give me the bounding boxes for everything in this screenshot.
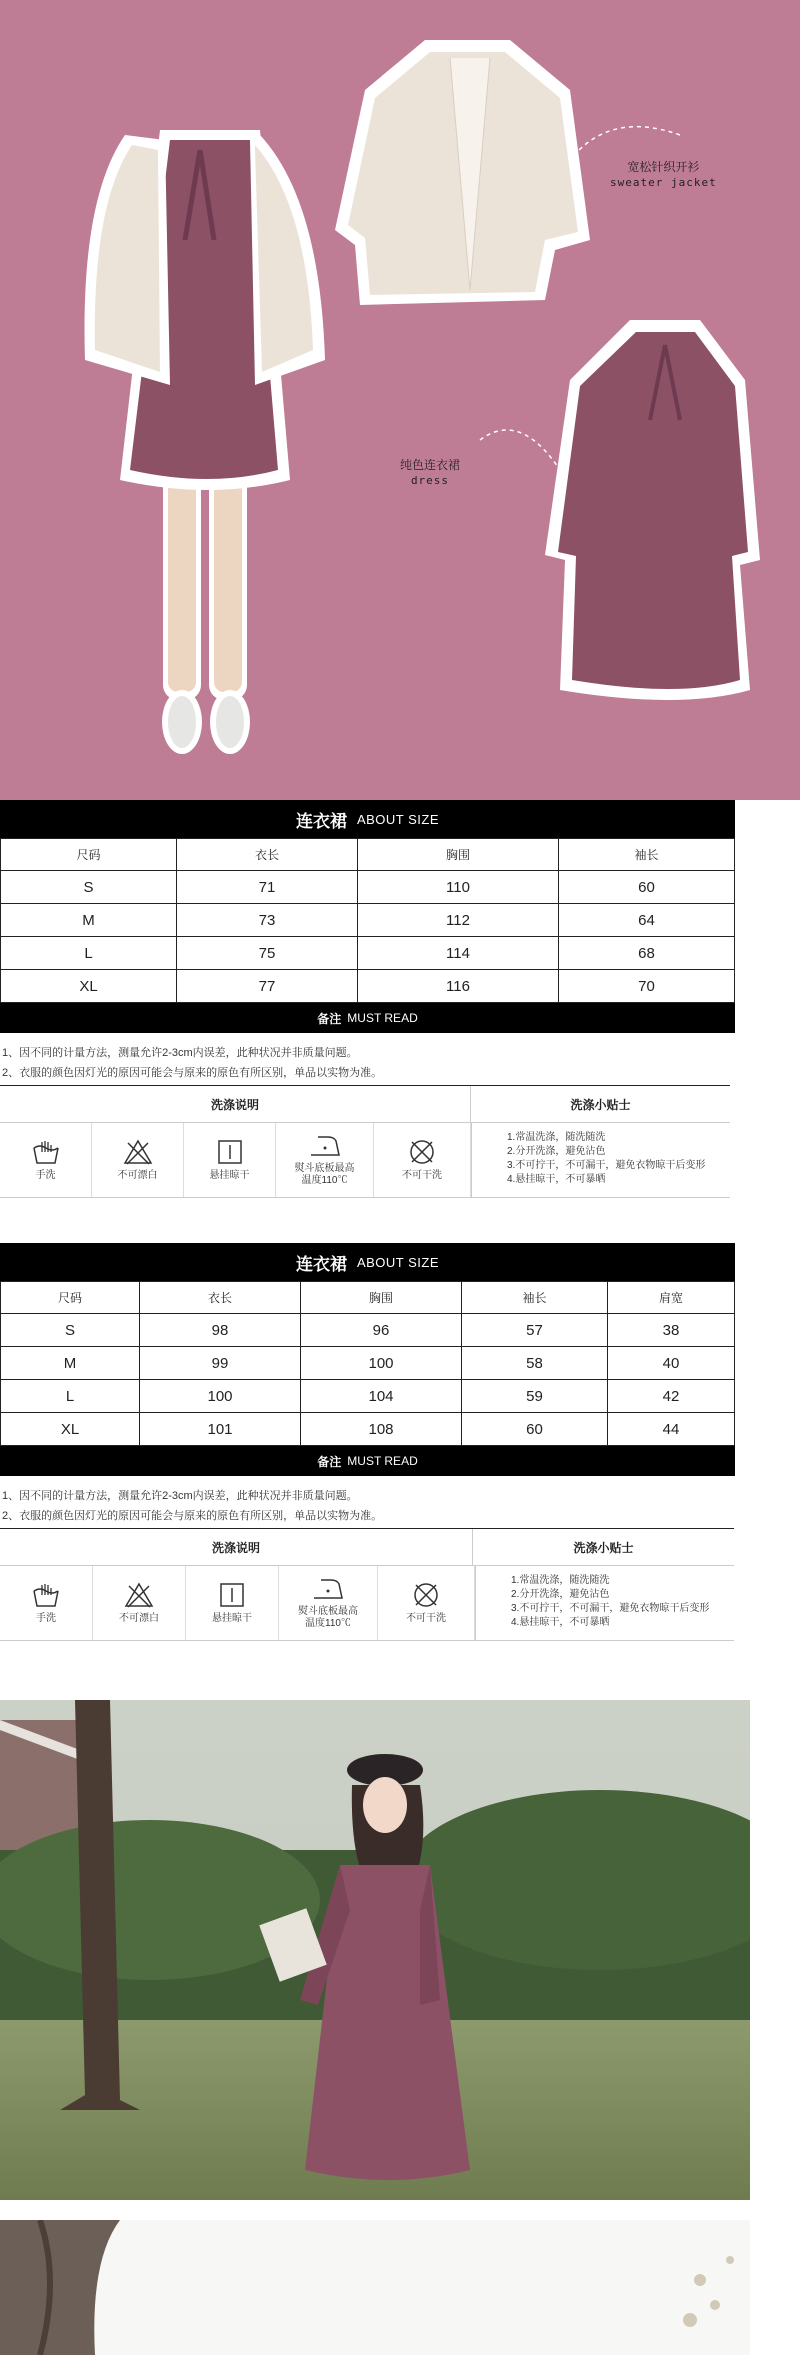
care-tips [471, 1123, 730, 1197]
hang-dry-item [184, 1123, 276, 1197]
product-hero-banner [0, 0, 800, 800]
dashed-arrow-icon [480, 430, 560, 470]
size-table [0, 838, 735, 1003]
table-cell: S [1, 1314, 140, 1347]
column-header: 肩宽 [608, 1282, 735, 1314]
care-label: 不可漂白 [119, 1613, 159, 1624]
note-line: 1、因不同的计量方法，测量允许2-3cm内误差，此种状况并非质量问题。 [2, 1047, 358, 1059]
care-instructions-2 [0, 1528, 734, 1641]
table-cell: XL [1, 1413, 140, 1446]
hero-illustration [0, 0, 800, 800]
table-cell: 96 [301, 1314, 462, 1347]
care-tips [475, 1566, 734, 1640]
table-cell: 71 [177, 871, 358, 904]
model-photo [0, 1700, 750, 2200]
size-table-section-1 [0, 800, 735, 1083]
iron-icon [308, 1133, 342, 1159]
no-dry-clean-item [378, 1566, 475, 1640]
table-cell: 100 [301, 1347, 462, 1380]
care-label: 熨斗底板最高 温度110℃ [294, 1163, 355, 1186]
care-instructions-1 [0, 1085, 730, 1198]
table-cell: 100 [140, 1380, 301, 1413]
size-table-header [0, 1243, 735, 1281]
column-header: 衣长 [140, 1282, 301, 1314]
column-header: 袖长 [559, 839, 735, 871]
model-photo-partial-image [0, 2220, 750, 2355]
iron-item [276, 1123, 374, 1197]
table-cell: M [1, 1347, 140, 1380]
no-bleach-item [93, 1566, 186, 1640]
tips-title: 洗涤小贴士 [472, 1529, 734, 1565]
table-cell: 104 [301, 1380, 462, 1413]
column-header: 胸围 [301, 1282, 462, 1314]
table-cell: L [1, 937, 177, 970]
table-cell: XL [1, 970, 177, 1003]
tip-line: 1.常温洗涤，随洗随洗 [507, 1132, 606, 1143]
table-cell: 57 [462, 1314, 608, 1347]
must-read-cn: 备注 [317, 1454, 342, 1469]
tip-line: 1.常温洗涤，随洗随洗 [511, 1575, 610, 1586]
table-cell: 59 [462, 1380, 608, 1413]
table-cell: 64 [559, 904, 735, 937]
note-line: 1、因不同的计量方法，测量允许2-3cm内误差，此种状况并非质量问题。 [2, 1490, 358, 1502]
dress-label [400, 458, 460, 488]
must-read-en: MUST READ [347, 1454, 418, 1468]
table-cell: L [1, 1380, 140, 1413]
hang-dry-item [186, 1566, 279, 1640]
table-cell: 101 [140, 1413, 301, 1446]
column-header: 胸围 [358, 839, 559, 871]
table-cell: 68 [559, 937, 735, 970]
tip-line: 3.不可拧干，不可漏干，避免衣物晾干后变形 [507, 1160, 706, 1171]
model-photo-partial [0, 2220, 750, 2355]
table-cell: 60 [559, 871, 735, 904]
column-header: 衣长 [177, 839, 358, 871]
wash-title: 洗涤说明 [211, 1540, 260, 1555]
care-label: 手洗 [35, 1170, 56, 1181]
table-row [1, 1380, 735, 1413]
table-row [1, 937, 735, 970]
table-row [1, 904, 735, 937]
table-cell: 73 [177, 904, 358, 937]
must-read-en: MUST READ [347, 1011, 418, 1025]
iron-icon [311, 1576, 345, 1602]
dress-label-cn: 纯色连衣裙 [400, 458, 461, 472]
note-line: 2、衣服的颜色因灯光的原因可能会与原来的原色有所区别，单品以实物为准。 [2, 1510, 383, 1522]
table-cell: 42 [608, 1380, 735, 1413]
notes [0, 1476, 735, 1526]
table-cell: M [1, 904, 177, 937]
care-label: 不可漂白 [117, 1170, 158, 1181]
care-body [0, 1566, 734, 1640]
table-cell: 58 [462, 1347, 608, 1380]
hang-dry-icon [215, 1138, 245, 1166]
no-bleach-item [92, 1123, 184, 1197]
care-label: 悬挂晾干 [209, 1170, 250, 1181]
table-row [1, 871, 735, 904]
tip-line: 4.悬挂晾干，不可暴晒 [511, 1617, 610, 1628]
column-header: 尺码 [1, 1282, 140, 1314]
cardigan-label-en: sweater jacket [610, 175, 717, 189]
table-row [1, 1413, 735, 1446]
care-header [0, 1529, 734, 1566]
tips-title: 洗涤小贴士 [470, 1086, 730, 1122]
must-read-bar [0, 1003, 735, 1033]
table-cell: 112 [358, 904, 559, 937]
dress-label-en: dress [410, 473, 450, 487]
tip-line: 2.分开洗涤，避免沾色 [511, 1589, 610, 1600]
table-cell: 60 [462, 1413, 608, 1446]
table-cell: 108 [301, 1413, 462, 1446]
hand-wash-item [0, 1123, 92, 1197]
dress-product-image [545, 320, 760, 700]
column-header: 尺码 [1, 839, 177, 871]
hand-wash-item [0, 1566, 93, 1640]
tip-line: 2.分开洗涤，避免沾色 [507, 1146, 606, 1157]
size-title-en: ABOUT SIZE [356, 1254, 440, 1270]
must-read-bar [0, 1446, 735, 1476]
table-header-row [1, 1282, 735, 1314]
table-cell: 40 [608, 1347, 735, 1380]
care-label: 熨斗底板最高 温度110℃ [298, 1606, 358, 1629]
no-dry-clean-icon [407, 1138, 437, 1166]
care-label: 不可干洗 [406, 1613, 446, 1624]
must-read-cn: 备注 [317, 1011, 342, 1026]
cardigan-label-cn: 宽松针织开衫 [627, 160, 700, 174]
note-line: 2、衣服的颜色因灯光的原因可能会与原来的原色有所区别，单品以实物为准。 [2, 1067, 383, 1079]
no-dry-clean-icon [411, 1581, 441, 1609]
table-row [1, 1347, 735, 1380]
size-table-header [0, 800, 735, 838]
cardigan-label [610, 160, 717, 190]
care-label: 不可干洗 [402, 1170, 442, 1181]
hang-dry-icon [217, 1581, 247, 1609]
table-cell: 77 [177, 970, 358, 1003]
care-label: 悬挂晾干 [212, 1613, 252, 1624]
column-header: 袖长 [462, 1282, 608, 1314]
no-bleach-icon [123, 1138, 153, 1166]
cardigan-product-image [335, 40, 590, 305]
table-cell: S [1, 871, 177, 904]
tip-line: 4.悬挂晾干，不可暴晒 [507, 1174, 606, 1185]
dashed-arrow-icon [570, 127, 680, 160]
care-header [0, 1086, 730, 1123]
table-cell: 116 [358, 970, 559, 1003]
model-photo-image [0, 1700, 750, 2200]
care-body [0, 1123, 730, 1197]
table-cell: 44 [608, 1413, 735, 1446]
size-title-cn: 连衣裙 [295, 811, 347, 832]
table-row [1, 970, 735, 1003]
size-table-section-2 [0, 1243, 735, 1526]
size-table [0, 1281, 735, 1446]
table-cell: 110 [358, 871, 559, 904]
no-dry-clean-item [374, 1123, 471, 1197]
table-cell: 38 [608, 1314, 735, 1347]
care-label: 手洗 [36, 1613, 56, 1624]
hand-wash-icon [31, 1581, 61, 1609]
hand-wash-icon [31, 1138, 61, 1166]
table-cell: 70 [559, 970, 735, 1003]
size-title-cn: 连衣裙 [295, 1254, 347, 1275]
no-bleach-icon [124, 1581, 154, 1609]
table-cell: 75 [177, 937, 358, 970]
table-cell: 99 [140, 1347, 301, 1380]
table-cell: 114 [358, 937, 559, 970]
table-header-row [1, 839, 735, 871]
size-title-en: ABOUT SIZE [356, 811, 440, 827]
tip-line: 3.不可拧干，不可漏干，避免衣物晾干后变形 [511, 1603, 710, 1614]
outfit-illustration [85, 130, 326, 754]
table-cell: 98 [140, 1314, 301, 1347]
wash-title: 洗涤说明 [210, 1097, 259, 1112]
table-row [1, 1314, 735, 1347]
notes [0, 1033, 735, 1083]
iron-item [279, 1566, 378, 1640]
